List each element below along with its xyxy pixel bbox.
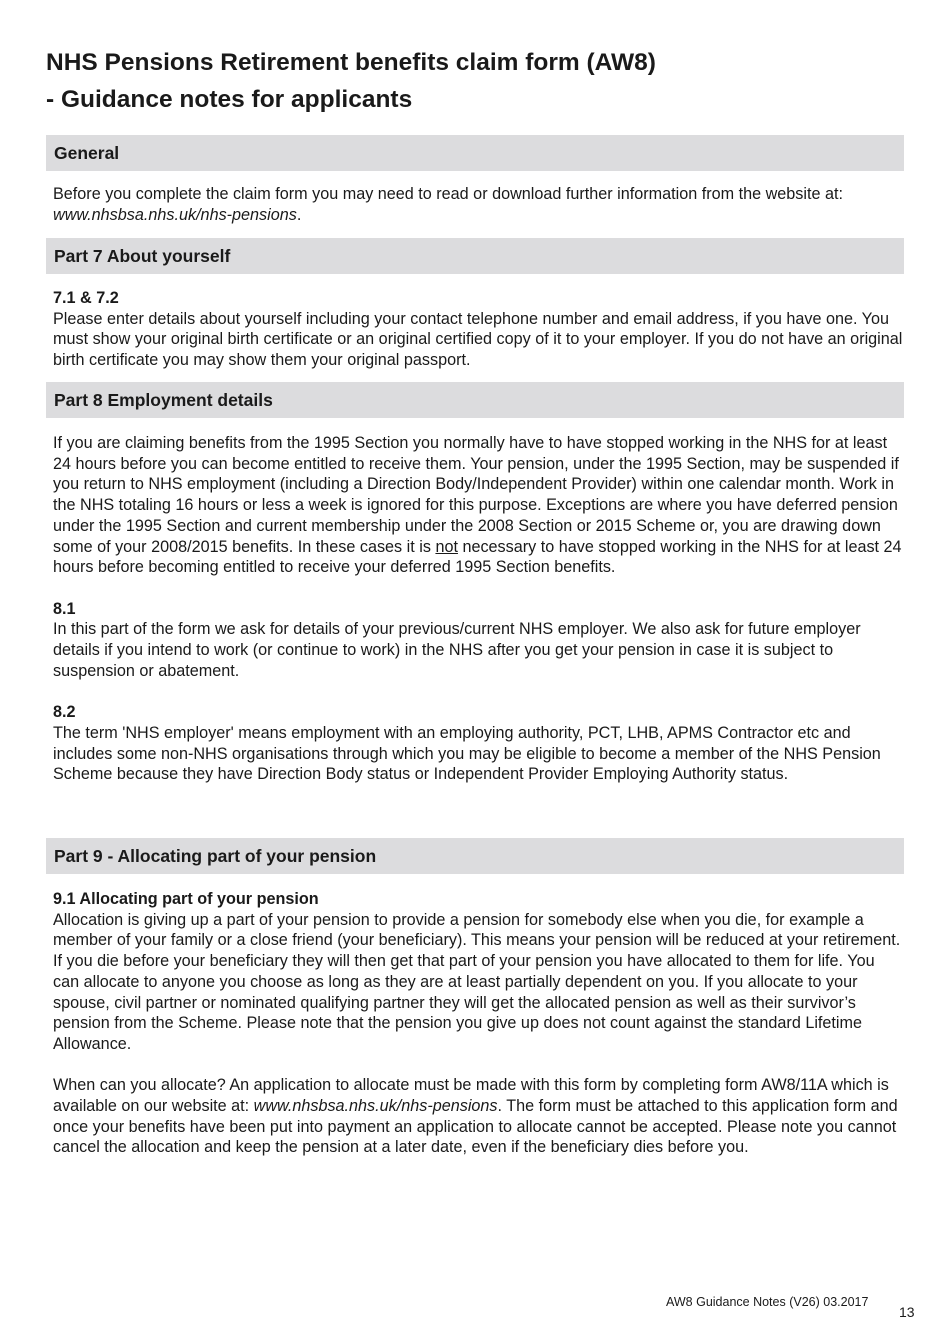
subheading-8-2: 8.2 (53, 703, 76, 722)
general-paragraph: Before you complete the claim form you may need to read or download further information from the website at: www.nhsbsa.nhs.uk/nhs-pensions. (53, 185, 843, 224)
page-title-line-2: - Guidance notes for applicants (46, 86, 413, 113)
section-heading-part-9: Part 9 - Allocating part of your pension (46, 838, 904, 874)
section-body-part-9 (53, 889, 903, 1158)
section-body-general (53, 184, 903, 225)
part-8-1-paragraph: In this part of the form we ask for details of your previous/current NHS employer. We also ask for future employer details if you intend to work (or continue to work) in the NHS after you get your pension in case it is subject to suspension or abatement. (53, 620, 861, 680)
subheading-9-1: 9.1 Allocating part of your pension (53, 890, 319, 908)
section-body-part-7 (53, 288, 903, 371)
page-title (46, 44, 904, 118)
subheading-7-1-7-2: 7.1 & 7.2 (53, 289, 119, 307)
website-link[interactable]: www.nhsbsa.nhs.uk/nhs-pensions (53, 205, 297, 224)
section-heading-part-7: Part 7 About yourself (46, 238, 904, 274)
page-number: 13 (899, 1304, 915, 1320)
section-body-part-8 (53, 433, 903, 785)
section-heading-part-8: Part 8 Employment details (46, 382, 904, 418)
part-9-paragraph-1: Allocation is giving up a part of your pension to provide a pension for somebody else when you die, for example a member of your family or a close friend (your beneficiary). This means your pension will be reduced at your retirement. If you die before your beneficiary they will then get that part of your pension you have allocated to them for life. You can allocate to anyone you choose as long as they are at least partially dependent on you. If you allocate to your spouse, civil partner or nominated qualifying partner they will get the allocated pension as well as their survivor’s pension from the Scheme. Please note that the pension you give up does not count against the standard Lifetime Allowance. (53, 910, 901, 1053)
section-heading-general: General (46, 135, 904, 171)
part-8-2-paragraph: The term 'NHS employer' means employment with an employing authority, PCT, LHB, APMS Contractor etc and includes some non-NHS organisations through which you may be eligible to become a member of the NHS Pension Scheme because they have Direction Body status or Independent Provider Employing Authority status. (53, 723, 881, 784)
subheading-8-1: 8.1 (53, 599, 76, 618)
page-title-line-1: NHS Pensions Retirement benefits claim form (AW8) (46, 49, 656, 76)
part-8-intro-paragraph: If you are claiming benefits from the 1995 Section you normally have to have stopped working in the NHS for at least 24 hours before you can become entitled to receive them. Your pension, under the 1995 Section, may be suspended if you return to NHS employment (including a Direction Body/Independent Provider) within one calendar month. Work in the NHS totaling 16 hours or less a week is ignored for this purpose. Exceptions are where you have deferred pension under the 1995 Section and current membership under the 2008 Section or 2015 Scheme or, you are drawing down some of your 2008/2015 benefits. In these cases it is not necessary to have stopped working in the NHS for at least 24 hours before becoming entitled to receive your deferred 1995 Section benefits. (53, 434, 902, 577)
part-7-paragraph: Please enter details about yourself including your contact telephone number and email address, if you have one. You must show your original birth certificate or an original certified copy of it to your employer. If you do not have an original birth certificate you may show them your original passport. (53, 309, 903, 370)
website-link-2[interactable]: www.nhsbsa.nhs.uk/nhs-pensions (253, 1097, 498, 1116)
part-9-paragraph-2: When can you allocate? An application to allocate must be made with this form by completing form AW8/11A which is available on our website at: www.nhsbsa.nhs.uk/nhs-pensions. The form must be attached to this application form and once your benefits have been put into payment an application to allocate cannot be accepted. Please note you cannot cancel the allocation and keep the pension at a later date, even if the beneficiary dies before you. (53, 1076, 898, 1157)
footer-version: AW8 Guidance Notes (V26) 03.2017 (666, 1295, 869, 1309)
